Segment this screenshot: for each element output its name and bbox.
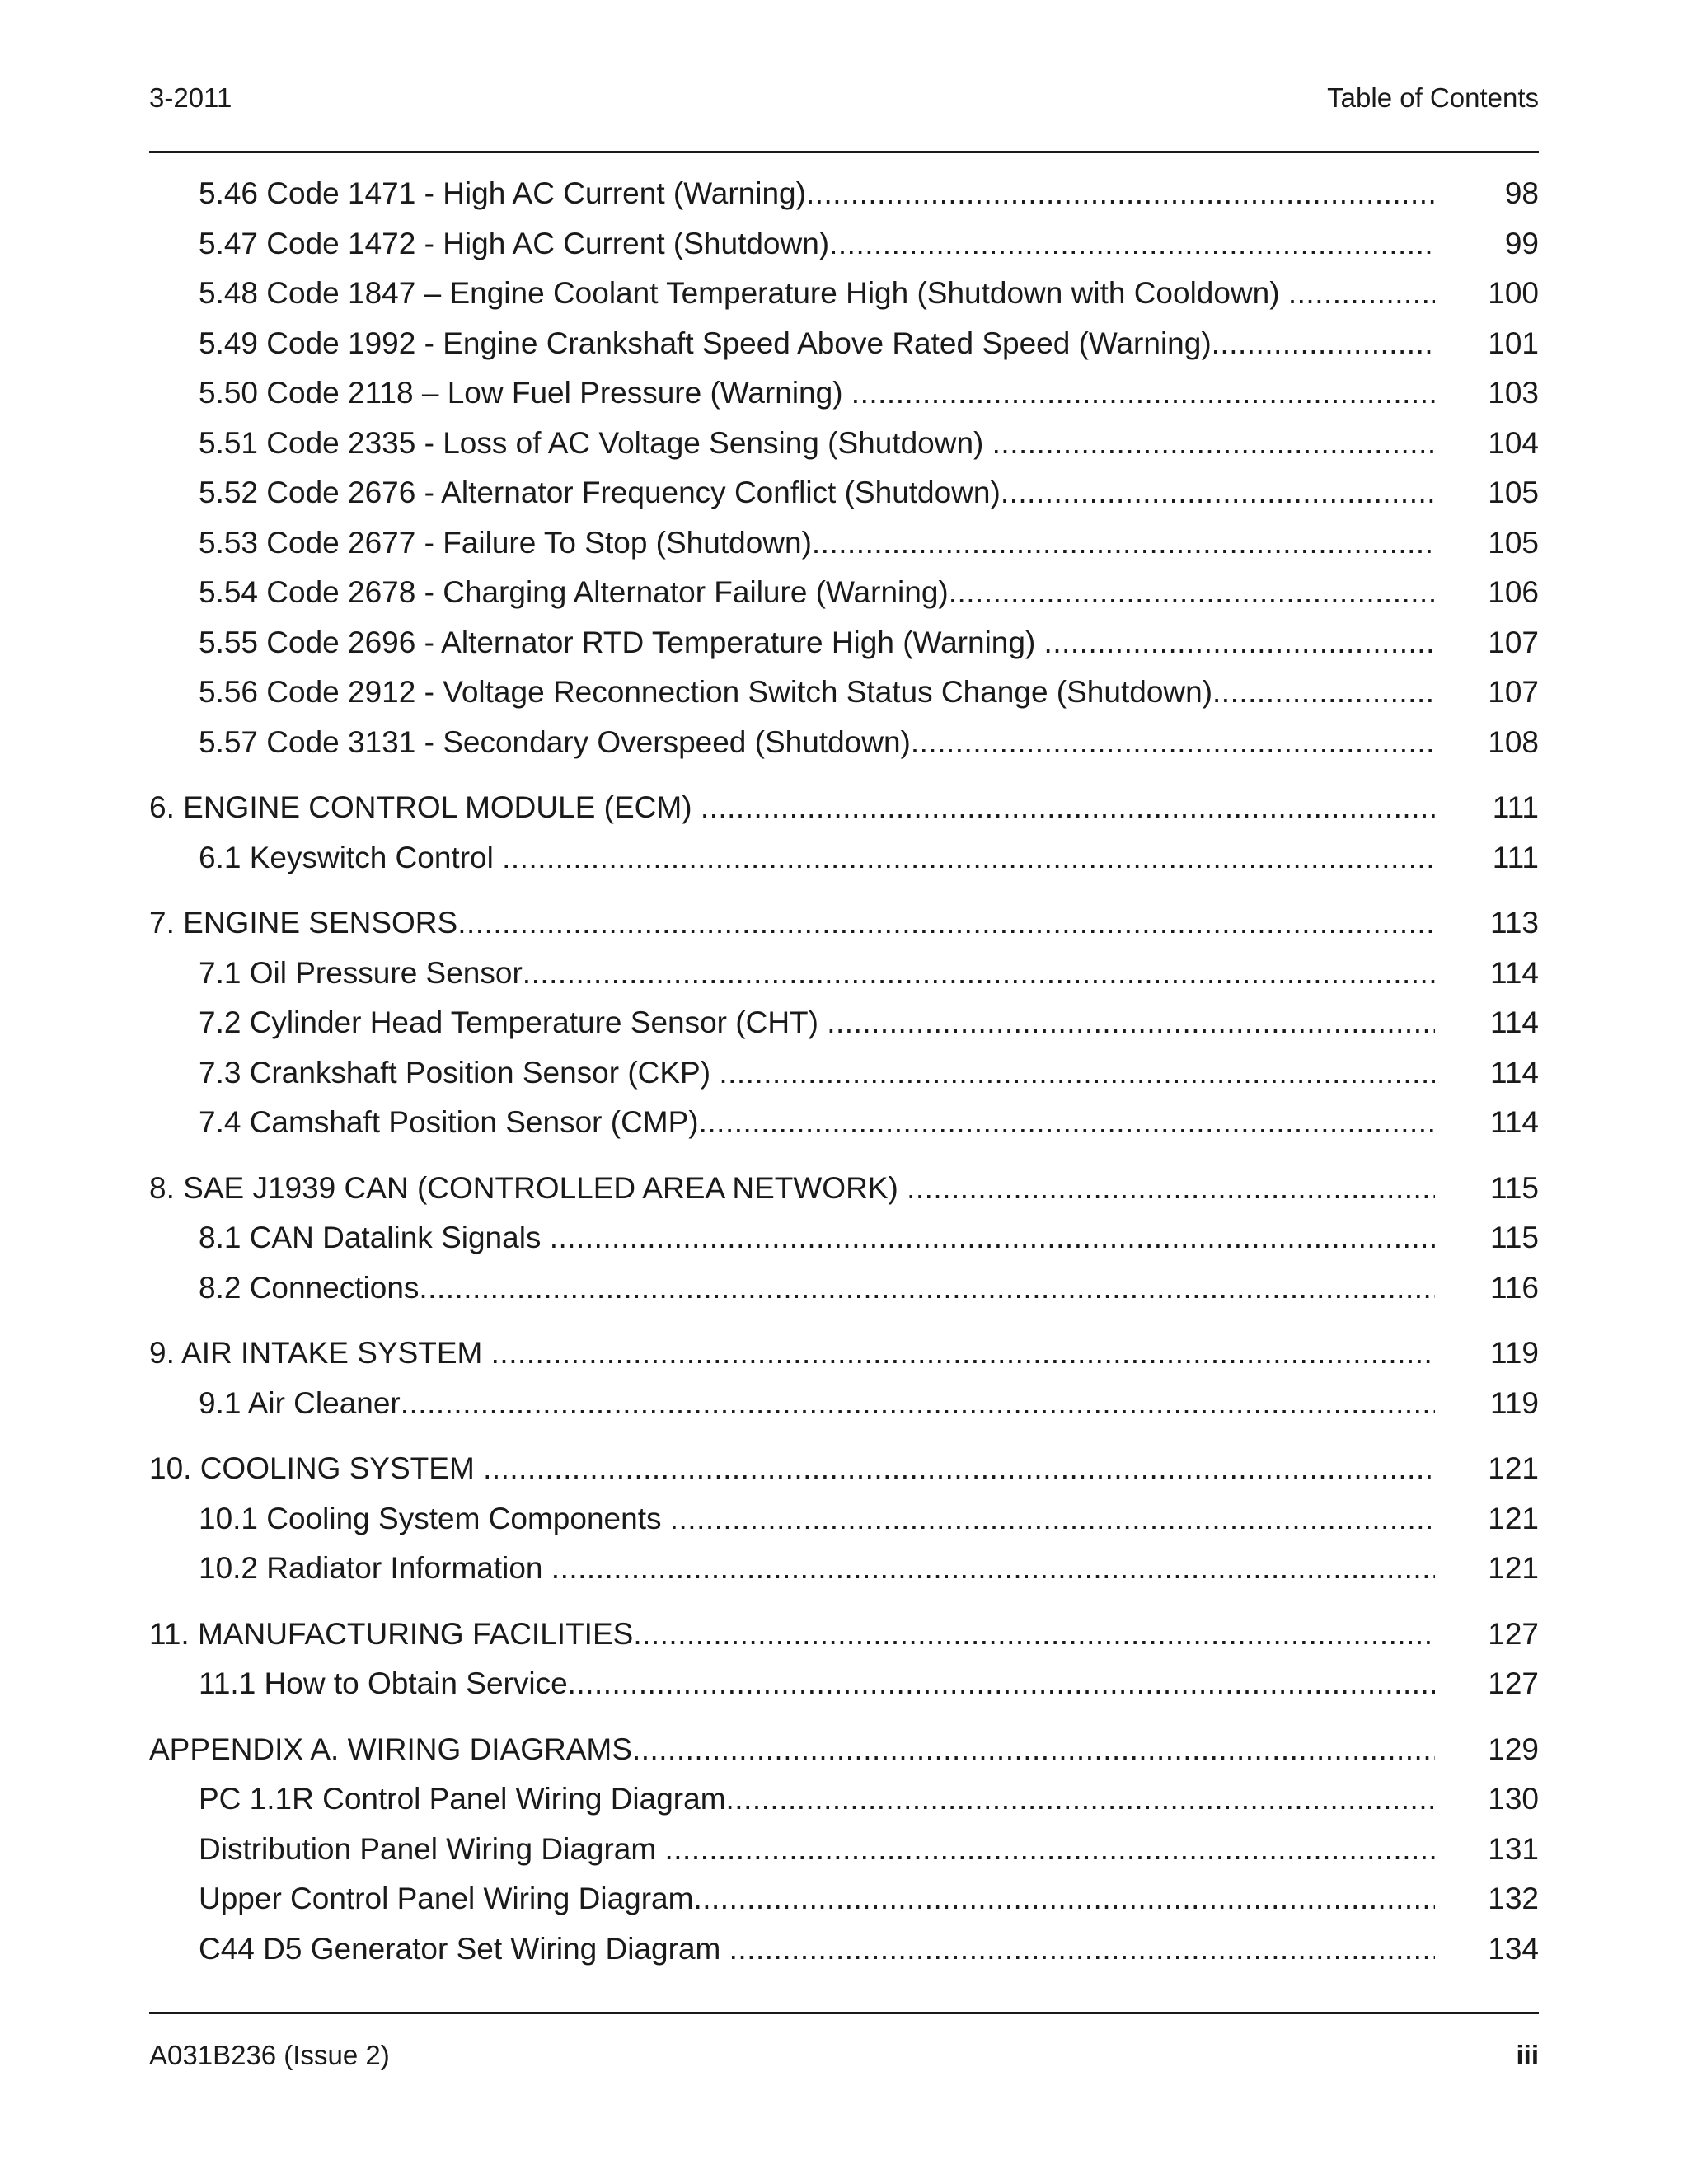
dot-leader [664, 1832, 1435, 1866]
toc-section-entry[interactable] [149, 898, 1539, 949]
toc-subsection-entry[interactable] [149, 368, 1539, 419]
toc-entry-title: 11.1 How to Obtain Service [199, 1666, 568, 1700]
toc-entry-title: 5.57 Code 3131 - Secondary Overspeed (Shutdown) [199, 724, 911, 759]
toc-entry-page: 131 [1488, 1831, 1539, 1866]
toc-subsection-entry[interactable] [149, 568, 1539, 618]
toc-entry-page: 121 [1488, 1451, 1539, 1485]
page-header [149, 82, 1539, 124]
toc-entry-leader [199, 1774, 1435, 1825]
toc-entry-leader [199, 1213, 1435, 1263]
dot-leader [851, 376, 1435, 410]
toc-entry-leader [199, 219, 1435, 269]
toc-subsection-entry[interactable] [149, 518, 1539, 569]
dot-leader [1212, 675, 1435, 709]
dot-leader [693, 1882, 1435, 1915]
toc-entry-leader [199, 949, 1435, 999]
toc-entry-page: 111 [1492, 840, 1539, 874]
toc-subsection-entry[interactable] [149, 1263, 1539, 1314]
toc-entry-leader [199, 269, 1435, 319]
toc-entry-leader [199, 319, 1435, 369]
toc-entry-page: 107 [1488, 625, 1539, 659]
toc-entry-title: 5.55 Code 2696 - Alternator RTD Temperature High (Warning) [199, 625, 1044, 659]
toc-entry-title: 7.1 Oil Pressure Sensor [199, 955, 523, 990]
toc-entry-title: 5.56 Code 2912 - Voltage Reconnection Switch Status Change (Shutdown) [199, 675, 1213, 709]
toc-section-entry[interactable] [149, 1610, 1539, 1660]
dot-leader [1212, 326, 1435, 360]
toc-entry-title: 5.50 Code 2118 – Low Fuel Pressure (Warning) [199, 376, 851, 410]
toc-entry-page: 114 [1490, 955, 1539, 990]
header-date: 3-2011 [149, 82, 232, 113]
toc-section-entry[interactable] [149, 1444, 1539, 1494]
dot-leader [1044, 626, 1435, 659]
table-of-contents [149, 169, 1539, 1974]
toc-entry-title: 10. COOLING SYSTEM [149, 1451, 484, 1485]
toc-entry-page: 105 [1488, 525, 1539, 560]
toc-entry-title: 9. AIR INTAKE SYSTEM [149, 1336, 491, 1370]
toc-entry-page: 116 [1490, 1270, 1539, 1305]
toc-entry-title: 5.47 Code 1472 - High AC Current (Shutdown) [199, 226, 830, 260]
toc-entry-title: 5.51 Code 2335 - Loss of AC Voltage Sensing (Shutdown) [199, 425, 992, 460]
toc-entry-leader [199, 1098, 1435, 1148]
toc-entry-title: 8.2 Connections [199, 1270, 420, 1305]
toc-entry-page: 130 [1488, 1782, 1539, 1816]
toc-subsection-entry[interactable] [149, 1544, 1539, 1594]
toc-section-entry[interactable] [149, 1164, 1539, 1214]
dot-leader [1288, 276, 1435, 310]
toc-subsection-entry[interactable] [149, 833, 1539, 883]
toc-entry-page: 101 [1488, 326, 1539, 360]
dot-leader [632, 1732, 1435, 1766]
dot-leader [719, 1056, 1435, 1090]
toc-entry-leader [199, 1825, 1435, 1875]
dot-leader [523, 956, 1435, 990]
toc-entry-title: 5.53 Code 2677 - Failure To Stop (Shutdown) [199, 525, 812, 560]
toc-subsection-entry[interactable] [149, 219, 1539, 269]
toc-section-entry[interactable] [149, 1329, 1539, 1379]
toc-subsection-entry[interactable] [149, 1825, 1539, 1875]
toc-entry-page: 111 [1492, 790, 1539, 824]
dot-leader [806, 176, 1435, 210]
toc-entry-page: 104 [1488, 425, 1539, 460]
toc-entry-leader [149, 1164, 1435, 1214]
toc-entry-page: 114 [1490, 1055, 1539, 1090]
toc-entry-page: 119 [1490, 1336, 1539, 1370]
dot-leader [907, 1171, 1435, 1205]
toc-subsection-entry[interactable] [149, 949, 1539, 999]
toc-entry-page: 121 [1488, 1551, 1539, 1585]
toc-entry-leader [199, 419, 1435, 469]
toc-entry-leader [199, 1379, 1435, 1429]
toc-entry-title: 8.1 CAN Datalink Signals [199, 1221, 550, 1254]
toc-entry-page: 119 [1490, 1385, 1539, 1420]
toc-entry-leader [149, 1725, 1435, 1775]
toc-entry-title: 6.1 Keyswitch Control [199, 840, 503, 874]
dot-leader [633, 1617, 1435, 1651]
toc-subsection-entry[interactable] [149, 1924, 1539, 1975]
toc-subsection-entry[interactable] [149, 998, 1539, 1048]
toc-entry-title: 11. MANUFACTURING FACILITIES [149, 1616, 634, 1651]
dot-leader [699, 1105, 1435, 1139]
toc-entry-page: 114 [1490, 1105, 1539, 1139]
toc-entry-leader [149, 1444, 1435, 1494]
toc-entry-page: 129 [1488, 1732, 1539, 1766]
footer-page-number: iii [1516, 2040, 1539, 2070]
header-rule [149, 151, 1539, 153]
toc-entry-leader [199, 1874, 1435, 1924]
toc-entry-title: 8. SAE J1939 CAN (CONTROLLED AREA NETWORK) [149, 1170, 907, 1205]
footer-document-id: A031B236 (Issue 2) [149, 2040, 390, 2070]
toc-entry-title: APPENDIX A. WIRING DIAGRAMS [149, 1732, 632, 1766]
toc-entry-title: 9.1 Air Cleaner [199, 1385, 401, 1420]
dot-leader [829, 227, 1435, 260]
toc-subsection-entry[interactable] [149, 1213, 1539, 1263]
toc-section-entry[interactable] [149, 783, 1539, 833]
dot-leader [457, 906, 1435, 940]
header-section-title: Table of Contents [1327, 82, 1539, 113]
dot-leader [729, 1932, 1435, 1966]
toc-entry-leader [149, 783, 1435, 833]
toc-entry-page: 134 [1488, 1931, 1539, 1966]
toc-subsection-entry[interactable] [149, 1098, 1539, 1148]
toc-subsection-entry[interactable] [149, 668, 1539, 718]
toc-subsection-entry[interactable] [149, 419, 1539, 469]
dot-leader [491, 1336, 1435, 1370]
toc-entry-page: 105 [1488, 476, 1539, 509]
toc-entry-leader [199, 618, 1435, 668]
dot-leader [551, 1551, 1435, 1585]
toc-entry-leader [199, 468, 1435, 518]
toc-entry-page: 127 [1488, 1616, 1539, 1651]
toc-entry-leader [199, 169, 1435, 219]
toc-entry-title: 5.46 Code 1471 - High AC Current (Warning) [199, 176, 806, 210]
toc-entry-title: 7.2 Cylinder Head Temperature Sensor (CHT) [199, 1005, 828, 1039]
dot-leader [911, 725, 1435, 759]
toc-entry-title: 7.3 Crankshaft Position Sensor (CKP) [199, 1055, 720, 1090]
toc-entry-page: 103 [1488, 376, 1539, 410]
toc-entry-page: 115 [1490, 1170, 1539, 1205]
toc-subsection-entry[interactable] [149, 1659, 1539, 1709]
toc-entry-page: 113 [1490, 906, 1539, 940]
toc-entry-leader [199, 1544, 1435, 1594]
toc-entry-page: 98 [1504, 176, 1539, 210]
toc-subsection-entry[interactable] [149, 269, 1539, 319]
toc-subsection-entry[interactable] [149, 169, 1539, 219]
dot-leader [401, 1386, 1435, 1420]
toc-entry-title: 10.1 Cooling System Components [199, 1501, 670, 1535]
footer-rule [149, 2012, 1539, 2014]
toc-entry-leader [199, 368, 1435, 419]
dot-leader [1001, 476, 1435, 509]
toc-entry-page: 106 [1488, 575, 1539, 609]
toc-entry-page: 121 [1488, 1501, 1539, 1535]
toc-subsection-entry[interactable] [149, 1379, 1539, 1429]
toc-entry-page: 108 [1488, 724, 1539, 759]
toc-entry-leader [199, 1659, 1435, 1709]
toc-entry-title: 10.2 Radiator Information [199, 1551, 551, 1585]
toc-section-entry[interactable] [149, 1725, 1539, 1775]
dot-leader [812, 526, 1435, 560]
toc-entry-title: 5.49 Code 1992 - Engine Crankshaft Speed Above Rated Speed (Warning) [199, 326, 1212, 360]
toc-entry-title: 5.52 Code 2676 - Alternator Frequency Conflict (Shutdown) [199, 476, 1001, 509]
toc-entry-title: C44 D5 Generator Set Wiring Diagram [199, 1931, 729, 1966]
toc-subsection-entry[interactable] [149, 468, 1539, 518]
toc-entry-title: 7. ENGINE SENSORS [149, 906, 458, 940]
toc-entry-page: 100 [1488, 276, 1539, 310]
toc-subsection-entry[interactable] [149, 1874, 1539, 1924]
toc-entry-page: 99 [1504, 226, 1539, 260]
toc-entry-page: 114 [1490, 1005, 1539, 1039]
toc-entry-title: PC 1.1R Control Panel Wiring Diagram [199, 1782, 726, 1816]
toc-entry-leader [199, 568, 1435, 618]
toc-subsection-entry[interactable] [149, 1494, 1539, 1544]
dot-leader [726, 1782, 1435, 1816]
toc-entry-page: 132 [1488, 1882, 1539, 1915]
toc-entry-page: 107 [1488, 675, 1539, 709]
toc-entry-leader [199, 1048, 1435, 1099]
toc-subsection-entry[interactable] [149, 718, 1539, 768]
dot-leader [419, 1271, 1435, 1305]
toc-entry-leader [199, 998, 1435, 1048]
toc-entry-leader [199, 668, 1435, 718]
toc-entry-page: 115 [1490, 1221, 1539, 1254]
dot-leader [827, 1005, 1435, 1039]
dot-leader [483, 1451, 1435, 1485]
toc-subsection-entry[interactable] [149, 319, 1539, 369]
toc-entry-title: 5.54 Code 2678 - Charging Alternator Failure (Warning) [199, 575, 949, 609]
toc-entry-leader [199, 718, 1435, 768]
toc-subsection-entry[interactable] [149, 1048, 1539, 1099]
toc-entry-title: 7.4 Camshaft Position Sensor (CMP) [199, 1105, 699, 1139]
dot-leader [701, 790, 1435, 824]
dot-leader [550, 1221, 1435, 1254]
toc-entry-leader [199, 1924, 1435, 1975]
toc-entry-title: Distribution Panel Wiring Diagram [199, 1831, 665, 1866]
toc-entry-leader [149, 1610, 1435, 1660]
toc-entry-title: 6. ENGINE CONTROL MODULE (ECM) [149, 790, 701, 824]
toc-subsection-entry[interactable] [149, 1774, 1539, 1825]
toc-entry-leader [199, 1494, 1435, 1544]
dot-leader [949, 575, 1435, 609]
toc-subsection-entry[interactable] [149, 618, 1539, 668]
dot-leader [502, 841, 1435, 874]
toc-entry-leader [199, 518, 1435, 569]
toc-entry-leader [199, 833, 1435, 883]
dot-leader [992, 426, 1435, 460]
toc-entry-leader [149, 898, 1435, 949]
toc-entry-leader [199, 1263, 1435, 1314]
toc-entry-title: 5.48 Code 1847 – Engine Coolant Temperature High (Shutdown with Cooldown) [199, 276, 1288, 310]
toc-entry-title: Upper Control Panel Wiring Diagram [199, 1882, 694, 1915]
toc-entry-leader [149, 1329, 1435, 1379]
dot-leader [568, 1666, 1435, 1700]
dot-leader [670, 1502, 1435, 1535]
toc-entry-page: 127 [1488, 1666, 1539, 1700]
